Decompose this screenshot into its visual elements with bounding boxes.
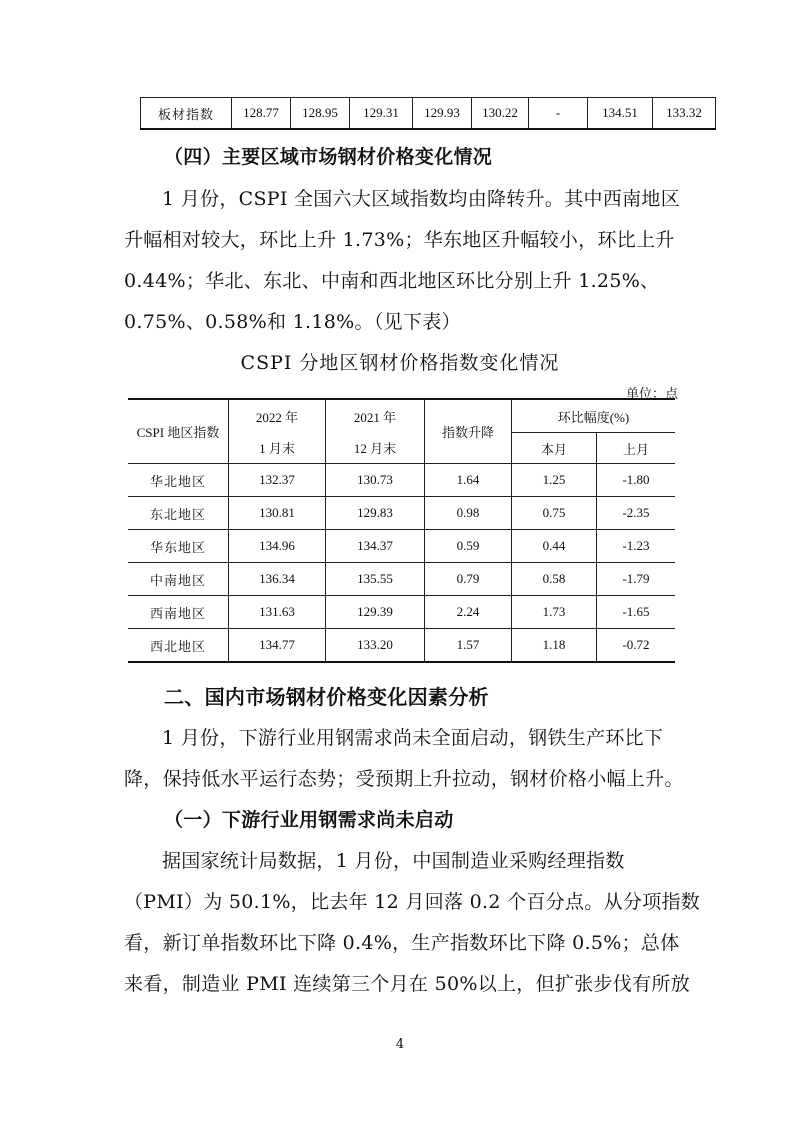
table-cell: 134.96	[229, 530, 326, 563]
header-region: CSPI 地区指数	[128, 399, 229, 464]
table-row	[128, 563, 675, 596]
header-2021-year: 2021 年	[326, 399, 425, 433]
paragraph-line: 来看，制造业 PMI 连续第三个月在 50%以上，但扩张步伐有所放	[124, 973, 690, 995]
table-cell: -0.72	[597, 629, 676, 663]
table-cell: 131.63	[229, 596, 326, 629]
region-label: 华东地区	[128, 530, 229, 563]
table-cell: 129.93	[413, 98, 472, 130]
region-label: 华北地区	[128, 464, 229, 497]
table-cell: 133.32	[653, 98, 716, 130]
table-cell: 133.20	[326, 629, 425, 663]
table-cell: -1.65	[597, 596, 676, 629]
section-heading: （四）主要区域市场钢材价格变化情况	[164, 146, 493, 168]
paragraph-line: 0.75%、0.58%和 1.18%。（见下表）	[124, 311, 461, 333]
paragraph-line: 据国家统计局数据，1 月份，中国制造业采购经理指数	[162, 850, 625, 872]
table-cell: 134.37	[326, 530, 425, 563]
region-label: 西南地区	[128, 596, 229, 629]
board-index-table	[140, 97, 716, 130]
table-cell: 128.95	[291, 98, 350, 130]
table-cell: 130.22	[472, 98, 529, 130]
regional-index-table	[128, 398, 675, 663]
region-label: 东北地区	[128, 497, 229, 530]
table-cell: 0.98	[425, 497, 512, 530]
header-2021-month: 12 月末	[326, 433, 425, 464]
row-label: 板材指数	[141, 98, 232, 130]
table-cell: 134.77	[229, 629, 326, 663]
table-cell: -1.23	[597, 530, 676, 563]
table-cell: 0.79	[425, 563, 512, 596]
region-label: 西北地区	[128, 629, 229, 663]
subsection-heading: （一）下游行业用钢需求尚未启动	[164, 809, 454, 831]
table-row	[128, 464, 675, 497]
board-index-row	[141, 98, 716, 130]
table-cell: -2.35	[597, 497, 676, 530]
table-cell: 1.18	[512, 629, 597, 663]
table-cell: 129.83	[326, 497, 425, 530]
table-cell: -1.80	[597, 464, 676, 497]
header-2022-year: 2022 年	[229, 399, 326, 433]
header-change: 指数升降	[425, 399, 512, 464]
table-cell: 0.75	[512, 497, 597, 530]
header-last-month: 上月	[597, 433, 676, 464]
header-this-month: 本月	[512, 433, 597, 464]
table-cell: 129.39	[326, 596, 425, 629]
table-cell: 128.77	[232, 98, 291, 130]
page-number: 4	[395, 1037, 405, 1052]
paragraph-line: 0.44%；华北、东北、中南和西北地区环比分别上升 1.25%、	[124, 270, 660, 292]
table-row	[128, 629, 675, 663]
table-cell: 134.51	[588, 98, 653, 130]
table-cell: 136.34	[229, 563, 326, 596]
table-cell: 130.81	[229, 497, 326, 530]
table-cell: 2.24	[425, 596, 512, 629]
table-title: CSPI 分地区钢材价格指数变化情况	[240, 352, 560, 374]
paragraph-line: 升幅相对较大，环比上升 1.73%；华东地区升幅较小，环比上升	[124, 229, 675, 251]
table-row	[128, 596, 675, 629]
section-heading: 二、国内市场钢材价格变化因素分析	[164, 685, 489, 709]
table-cell: 0.59	[425, 530, 512, 563]
table-cell: 129.31	[350, 98, 413, 130]
paragraph-line: （PMI）为 50.1%，比去年 12 月回落 0.2 个百分点。从分项指数	[124, 891, 701, 913]
paragraph-line: 看，新订单指数环比下降 0.4%，生产指数环比下降 0.5%；总体	[124, 932, 680, 954]
table-cell: 135.55	[326, 563, 425, 596]
paragraph-line: 1 月份，CSPI 全国六大区域指数均由降转升。其中西南地区	[162, 188, 681, 210]
table-cell: 130.73	[326, 464, 425, 497]
table-cell: 1.73	[512, 596, 597, 629]
header-mom: 环比幅度(%)	[512, 399, 676, 433]
table-cell: 1.57	[425, 629, 512, 663]
table-cell: 132.37	[229, 464, 326, 497]
region-label: 中南地区	[128, 563, 229, 596]
table-row	[128, 530, 675, 563]
table-cell: 1.64	[425, 464, 512, 497]
table-unit: 单位：点	[625, 387, 678, 402]
table-cell: -	[529, 98, 588, 130]
table-cell: 0.58	[512, 563, 597, 596]
header-2022-month: 1 月末	[229, 433, 326, 464]
table-cell: -1.79	[597, 563, 676, 596]
table-row	[128, 497, 675, 530]
paragraph-line: 降，保持低水平运行态势；受预期上升拉动，钢材价格小幅上升。	[124, 768, 684, 790]
paragraph-line: 1 月份，下游行业用钢需求尚未全面启动，钢铁生产环比下	[162, 727, 664, 749]
table-cell: 1.25	[512, 464, 597, 497]
table-cell: 0.44	[512, 530, 597, 563]
